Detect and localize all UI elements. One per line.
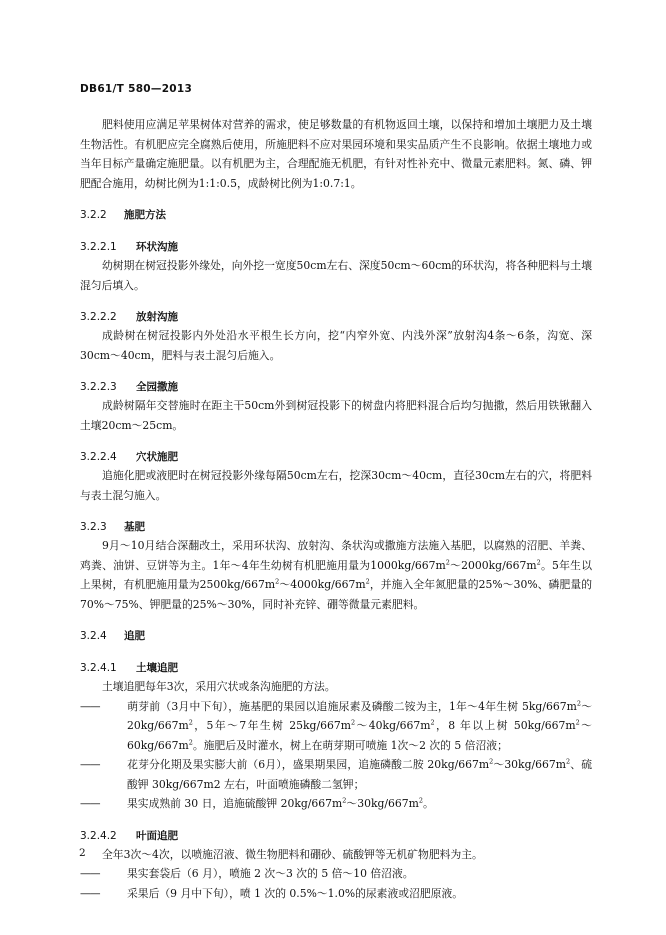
text-run: ～40kg/667m: [355, 719, 431, 732]
section-heading-3-2-4: [80, 627, 592, 645]
text-run: ，5年～7年生树 25kg/667m: [192, 719, 351, 732]
section-number: 3.2.4.2: [80, 829, 117, 842]
text-run: 花芽分化期及果实膨大前（6月），盛果期果园，追施磷酸二胺 20kg/667m: [127, 758, 490, 771]
dash-marker: ——: [80, 797, 100, 810]
document-body: [80, 115, 592, 903]
text-run: 9月～10月结合深翻改土，采用环状沟、放射沟、条状沟或撒施方法施入基肥，以腐熟的沼肥、羊粪、鸡粪、油饼、豆饼等为主。1年～4年生幼树有机肥施用量为1000kg/667m: [80, 539, 592, 572]
section-title: 放射沟施: [136, 311, 178, 323]
section-heading-3-2-2-3: [80, 378, 592, 396]
text-run: 果实成熟前 30 日，追施硫酸钾 20kg/667m: [127, 797, 343, 810]
dash-marker: ——: [80, 699, 100, 713]
list-item-after-bagging: [80, 864, 592, 884]
section-number: 3.2.2.1: [80, 241, 117, 253]
dash-marker: ——: [80, 886, 100, 900]
section-heading-3-2-4-1: [80, 659, 592, 677]
dash-marker: ——: [80, 758, 100, 771]
superscript: 2: [350, 718, 356, 727]
text-run: 。: [423, 797, 434, 810]
list-item-after-harvest: [80, 884, 592, 904]
superscript: 2: [418, 796, 424, 805]
section-number: 3.2.2.2: [80, 311, 117, 323]
superscript: 2: [575, 718, 580, 727]
paragraph-soil-topdressing: 土壤追肥每年3次，采用穴状或条沟施肥的方法。: [102, 680, 336, 693]
text-run: ～60kg/667m: [127, 719, 592, 752]
section-heading-3-2-3: [80, 518, 592, 536]
section-heading-3-2-4-2: [80, 827, 592, 845]
paragraph-base-fertilizer: [80, 536, 592, 614]
paragraph-radial-trench: 成龄树在树冠投影内外处沿水平根生长方向，挖“内窄外宽、内浅外深”放射沟4条～6条，沟宽、深30cm～40cm，肥料与表土混匀后施入。: [80, 329, 592, 362]
section-heading-3-2-2-2: [80, 308, 592, 326]
section-title: 施肥方法: [124, 209, 166, 221]
page-number: 2: [79, 847, 86, 859]
section-title: 穴状施肥: [136, 451, 178, 463]
text-run: ～4000kg/667m: [279, 578, 366, 591]
section-heading-3-2-2-4: [80, 448, 592, 466]
paragraph-ring-trench: 幼树期在树冠投影外缘处，向外挖一宽度50cm左右、深度50cm～60cm的环状沟，将各种肥料与土壤混匀后填入。: [80, 259, 592, 292]
section-heading-3-2-2-1: [80, 238, 592, 256]
section-number: 3.2.2.4: [80, 451, 117, 463]
text-run: 。5年生以上果树，有机肥施用量为2500kg/667m: [80, 558, 593, 591]
intro-paragraph: 肥料使用应满足苹果树体对营养的需求，使足够数量的有机物返回土壤，以保持和增加土壤肥力及土壤生物活性。有机肥应完全腐熟后使用，所施肥料不应对果园环境和果实品质产生不良影响。依据土壤地力或当年目标产量确定施肥量。以有机肥为主，合理配施无机肥，有针对性补充中、微量元素肥料。氮、磷、钾肥配合施用，幼树比例为1:1:0.5，成龄树比例为1:0.7:1。: [80, 118, 592, 190]
text-run: ，并施入全年氮肥量的25%～30%、磷肥量的70%～75%、钾肥量的25%～30%，同时补充锌、硼等微量元素肥料。: [80, 578, 592, 611]
section-title: 全园撒施: [136, 381, 178, 393]
superscript: 2: [536, 557, 541, 566]
superscript: 2: [430, 718, 435, 727]
section-title: 追肥: [124, 630, 145, 642]
section-number: 3.2.3: [80, 521, 107, 533]
text-run: 果实套袋后（6 月），喷施 2 次～3 次的 5 倍～10 倍沼液。: [127, 867, 414, 880]
section-title: 环状沟施: [136, 241, 178, 253]
section-number: 3.2.4.1: [80, 662, 117, 674]
superscript: 2: [365, 577, 370, 586]
superscript: 2: [342, 796, 347, 805]
section-number: 3.2.2: [80, 209, 107, 221]
text-run: ～30kg/667m: [493, 758, 566, 771]
paragraph-broadcast: 成龄树隔年交替施时在距主干50cm外到树冠投影下的树盘内将肥料混合后均匀抛撒，然后用铁锹翻入土壤20cm～25cm。: [80, 399, 592, 432]
section-title: 基肥: [124, 521, 145, 533]
section-title: 叶面追肥: [136, 829, 178, 842]
superscript: 2: [489, 757, 494, 766]
superscript: 2: [275, 577, 280, 586]
text-run: ～2000kg/667m: [449, 558, 537, 572]
section-heading-3-2-2: [80, 206, 592, 224]
standard-code: DB61/T 580—2013: [80, 83, 193, 95]
text-run: ，8 年以上树 50kg/667m: [434, 719, 576, 732]
text-run: ～20kg/667m: [127, 699, 593, 732]
text-run: 、硫酸钾 30kg/667m2 左右，叶面喷施磷酸二氢钾；: [127, 758, 593, 791]
paragraph-hole-fertilization: 追施化肥或液肥时在树冠投影外缘每隔50cm左右，挖深30cm～40cm，直径30cm左右的穴，将肥料与表土混匀施入。: [80, 469, 592, 502]
superscript: 2: [566, 757, 571, 766]
list-item-before-harvest: [80, 794, 592, 814]
text-run: ～30kg/667m: [346, 797, 419, 810]
superscript: 2: [188, 718, 193, 727]
text-run: 。施肥后及时灌水，树上在萌芽期可喷施 1次～2 次的 5 倍沼液；: [192, 738, 508, 752]
superscript: 2: [188, 737, 193, 746]
section-number: 3.2.4: [80, 630, 107, 642]
superscript: 2: [576, 698, 581, 707]
superscript: 2: [445, 557, 450, 566]
section-number: 3.2.2.3: [80, 381, 117, 393]
text-run: 采果后（9 月中下旬），喷 1 次的 0.5%～1.0%的尿素液或沼肥原液。: [127, 886, 464, 900]
list-item-flower-bud: [80, 755, 592, 794]
dash-marker: ——: [80, 867, 100, 880]
list-item-sprouting: [80, 697, 592, 756]
text-run: 萌芽前（3月中下旬），施基肥的果园以追施尿素及磷酸二铵为主，1年～4年生树 5kg/667m: [127, 699, 577, 713]
section-title: 土壤追肥: [136, 662, 178, 674]
paragraph-foliar-topdressing: 全年3次～4次，以喷施沼液、微生物肥料和硼砂、硫酸钾等无机矿物肥料为主。: [102, 847, 483, 861]
